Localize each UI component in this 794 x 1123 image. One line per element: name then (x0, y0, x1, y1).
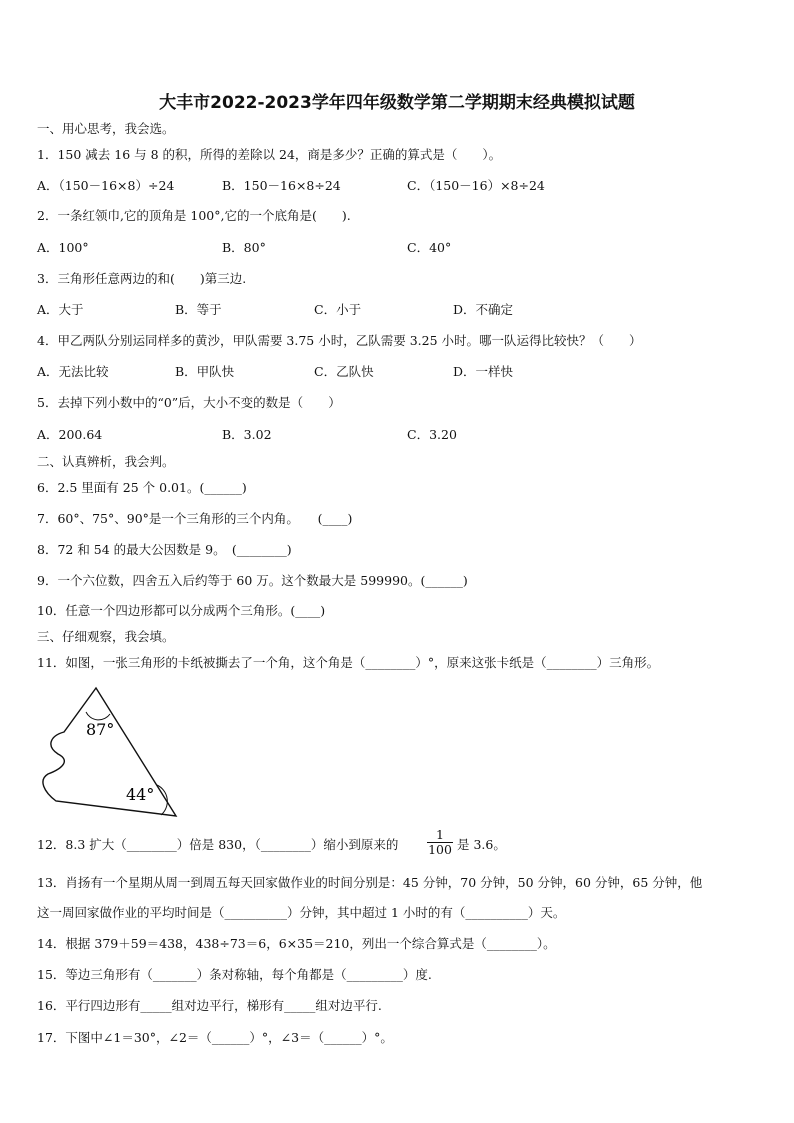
q4-option-a: A．无法比较 (37, 364, 109, 379)
question-12-prefix: 12．8.3 扩大（________）倍是 830，（________）缩小到原来的 (37, 837, 399, 852)
fraction-one-hundredth (427, 828, 453, 857)
angle-87-label: 87° (86, 720, 115, 739)
question-4: 4．甲乙两队分别运同样多的黄沙，甲队需要 3.75 小时，乙队需要 3.25 小时。哪一队运得比较快？（ ） (37, 333, 642, 348)
question-5: 5．去掉下列小数中的“0”后，大小不变的数是（ ） (37, 395, 341, 410)
q3-option-c: C．小于 (314, 302, 362, 317)
question-2: 2．一条红领巾,它的顶角是 100°,它的一个底角是( ). (37, 208, 351, 223)
question-12-suffix: 是 3.6。 (457, 837, 506, 852)
q3-option-d: D．不确定 (453, 302, 514, 317)
question-16: 16．平行四边形有_____组对边平行，梯形有_____组对边平行. (37, 998, 382, 1013)
q4-option-b: B．甲队快 (175, 364, 235, 379)
q2-option-c: C．40° (407, 240, 452, 255)
q1-option-c: C．（150－16）×8÷24 (407, 178, 545, 193)
page-title: 大丰市2022-2023学年四年级数学第二学期期末经典模拟试题 (159, 93, 635, 113)
question-3: 3．三角形任意两边的和( )第三边. (37, 271, 247, 286)
q1-option-b: B．150－16×8÷24 (222, 178, 341, 193)
question-6: 6．2.5 里面有 25 个 0.01。(______) (37, 480, 247, 495)
question-11: 11．如图，一张三角形的卡纸被撕去了一个角，这个角是（________）°，原来这张卡纸是（________）三角形。 (37, 655, 660, 670)
question-14: 14．根据 379＋59＝438，438÷73＝6，6×35＝210，列出一个综合算式是（________）。 (37, 936, 556, 951)
q4-option-d: D．一样快 (453, 364, 514, 379)
q3-option-b: B．等于 (175, 302, 222, 317)
q5-option-a: A．200.64 (37, 427, 103, 442)
q3-option-a: A．大于 (37, 302, 84, 317)
fraction-numerator: 1 (427, 828, 453, 843)
question-7: 7．60°、75°、90°是一个三角形的三个内角。 (____) (37, 511, 353, 526)
question-13-line-2: 这一周回家做作业的平均时间是（__________）分钟，其中超过 1 小时的有（__________）天。 (37, 905, 566, 920)
question-9: 9．一个六位数，四舍五入后约等于 60 万。这个数最大是 599990。(______) (37, 573, 468, 588)
section-2-heading: 二、认真辨析，我会判。 (37, 454, 175, 469)
section-1-heading: 一、用心思考，我会选。 (37, 121, 175, 136)
fraction-denominator: 100 (428, 842, 452, 857)
q5-option-b: B．3.02 (222, 427, 272, 442)
q1-option-a: A．（150－16×8）÷24 (37, 178, 175, 193)
question-1: 1．150 减去 16 与 8 的积，所得的差除以 24，商是多少？正确的算式是（ ）。 (37, 147, 502, 162)
q5-option-c: C．3.20 (407, 427, 457, 442)
section-3-heading: 三、仔细观察，我会填。 (37, 629, 175, 644)
question-8: 8．72 和 54 的最大公因数是 9。 (________) (37, 542, 292, 557)
q2-option-a: A．100° (37, 240, 89, 255)
question-10: 10．任意一个四边形都可以分成两个三角形。(____) (37, 603, 326, 618)
question-17: 17．下图中∠1＝30°，∠2＝（______）°，∠3＝（______）°。 (37, 1030, 393, 1045)
angle-44-label: 44° (126, 785, 155, 804)
question-13-line-1: 13．肖扬有一个星期从周一到周五每天回家做作业的时间分别是：45 分钟，70 分钟，50 分钟，60 分钟，65 分钟，他 (37, 875, 703, 890)
q4-option-c: C．乙队快 (314, 364, 374, 379)
question-15: 15．等边三角形有（_______）条对称轴，每个角都是（_________）度. (37, 967, 432, 982)
q2-option-b: B．80° (222, 240, 266, 255)
torn-triangle-figure (36, 684, 186, 820)
